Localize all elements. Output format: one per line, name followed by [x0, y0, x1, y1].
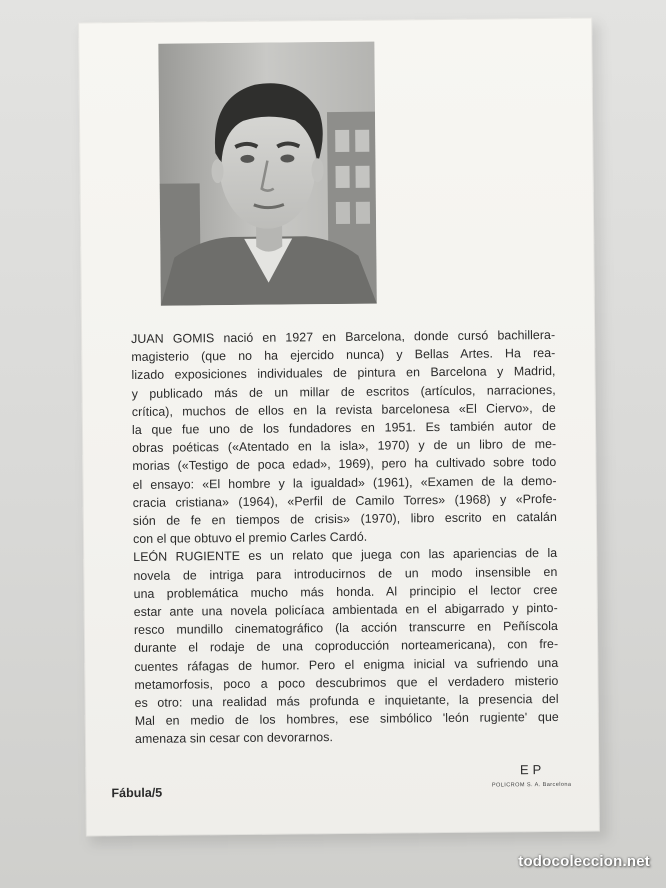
text-line: Mal en medio de los hombres, ese simbólico 'león rugiente' que — [134, 710, 559, 729]
text-line: sión de fe en tiempos de crisis» (1970), libro escrito en catalán — [132, 509, 557, 529]
text-line: novela de intriga para introducirnos de un modo insensible en — [133, 564, 558, 583]
text-line: LEÓN RUGIENTE es un relato que juega con las apariencias de la — [133, 546, 558, 565]
printer-credit: POLICROM S. A. Barcelona — [491, 781, 572, 789]
text-line: metamorfosis, poco a poco descubrimos que el verdadero misterio — [134, 673, 559, 692]
text-line: una problemática mucho más honda. Al principio el lector cree — [133, 582, 558, 601]
text-line: el ensayo: «El hombre y la igualdad» (1961), «Examen de la demo- — [132, 473, 557, 492]
text-line: y publicado más de un millar de escritos (artículos, narraciones, — [131, 382, 556, 401]
text-line: magisterio (que no ha ejercido nunca) y Bellas Artes. Ha rea- — [131, 346, 556, 365]
text-line: la que fue uno de los fundadores en 1951. Es también autor de — [131, 418, 557, 438]
text-line: durante el rodaje de una coproducción norteamericana), con fre- — [134, 637, 559, 656]
text-line: JUAN GOMIS nació en 1927 en Barcelona, donde cursó bachillera- — [131, 327, 556, 346]
text-line: crítica), muchos de ellos en la revista barcelonesa «El Ciervo», de — [131, 400, 556, 419]
book-synopsis-paragraph — [133, 544, 559, 748]
text-line: cuentes ráfagas de humor. Pero el enigma inicial va sufriendo una — [134, 655, 559, 674]
text-line: con el que obtuvo el premio Carles Cardó. — [133, 529, 368, 547]
text-line: amenaza sin cesar con devorarnos. — [134, 730, 334, 747]
watermark: todocoleccion.net — [518, 853, 650, 870]
publisher-logo: EP — [519, 762, 546, 778]
publisher-block — [492, 762, 572, 789]
text-line: estar ante una novela policíaca ambientada en el abigarrado y pinto- — [133, 600, 558, 620]
text-line: morias («Testigo de poca edad», 1969), pero ha cultivado sobre todo — [132, 455, 557, 474]
series-label: Fábula/5 — [111, 785, 163, 801]
back-cover-text — [131, 326, 559, 749]
author-biography-paragraph — [131, 326, 557, 548]
author-portrait-image — [158, 42, 377, 306]
text-line: es otro: una realidad más profunda e inquietante, la presencia del — [134, 691, 559, 711]
text-line: cracia cristiana» (1964), «Perfil de Camilo Torres» (1968) y «Profe- — [132, 491, 557, 510]
book-back-cover — [78, 18, 600, 837]
text-line: obras poéticas («Atentado en la isla», 1970) y de un libro de me- — [132, 437, 557, 456]
text-line: resco mundillo cinematográfico (la acción transcurre en Peñíscola — [133, 619, 558, 638]
text-line: lizado exposiciones individuales de pintura en Barcelona y Madrid, — [131, 364, 556, 383]
author-portrait — [158, 42, 377, 306]
